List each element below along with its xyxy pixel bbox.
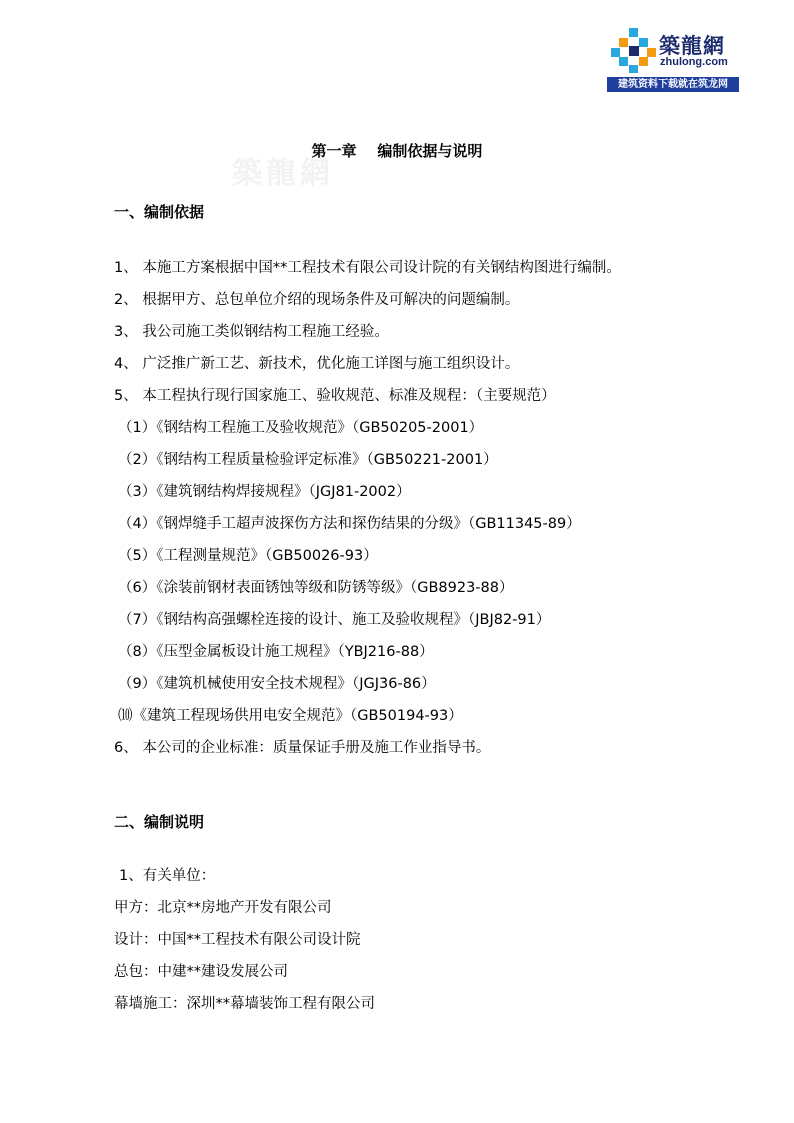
unit-line: 设计：中国**工程技术有限公司设计院: [114, 932, 361, 948]
section2-heading: 二、编制说明: [114, 813, 205, 831]
section1-heading: 一、编制依据: [114, 203, 205, 221]
standard-item: （3）《建筑钢结构焊接规程》（JGJ81-2002）: [118, 484, 411, 500]
logo-banner: 建筑资料下载就在筑龙网: [607, 77, 739, 92]
list-item: 1、 本施工方案根据中国**工程技术有限公司设计院的有关钢结构图进行编制。: [114, 260, 621, 276]
standard-item: （6）《涂装前钢材表面锈蚀等级和防锈等级》（GB8923-88）: [118, 580, 514, 596]
standard-item: （8）《压型金属板设计施工规程》（YBJ216-88）: [118, 644, 434, 660]
watermark: 築龍網: [232, 156, 334, 191]
unit-line: 甲方：北京**房地产开发有限公司: [114, 900, 332, 916]
standard-item: ⑽《建筑工程现场供用电安全规范》（GB50194-93）: [118, 708, 463, 724]
zhulong-logo: [605, 22, 741, 94]
list-item: 4、 广泛推广新工艺、新技术，优化施工详图与施工组织设计。: [114, 356, 520, 372]
list-item: 3、 我公司施工类似钢结构工程施工经验。: [114, 324, 389, 340]
standard-item: （2）《钢结构工程质量检验评定标准》（GB50221-2001）: [118, 452, 498, 468]
standard-item: （4）《钢焊缝手工超声波探伤方法和探伤结果的分级》（GB11345-89）: [118, 516, 581, 532]
page-title: 第一章 编制依据与说明: [311, 142, 483, 160]
list-item: 6、 本公司的企业标准：质量保证手册及施工作业指导书。: [114, 740, 491, 756]
subheading: 1、有关单位：: [119, 868, 216, 884]
unit-line: 幕墙施工：深圳**幕墙装饰工程有限公司: [114, 996, 375, 1012]
unit-line: 总包：中建**建设发展公司: [114, 964, 288, 980]
standard-item: （7）《钢结构高强螺栓连接的设计、施工及验收规程》（JBJ82-91）: [118, 612, 551, 628]
list-item: 2、 根据甲方、总包单位介绍的现场条件及可解决的问题编制。: [114, 292, 520, 308]
list-item: 5、 本工程执行现行国家施工、验收规范、标准及规程：（主要规范）: [114, 388, 556, 404]
logo-name: 築龍網: [659, 34, 725, 58]
zhulong-diamond-icon: [609, 26, 657, 74]
logo-domain: zhulong.com: [660, 56, 728, 68]
standard-item: （9）《建筑机械使用安全技术规程》（JGJ36-86）: [118, 676, 436, 692]
standard-item: （5）《工程测量规范》（GB50026-93）: [118, 548, 378, 564]
standard-item: （1）《钢结构工程施工及验收规范》（GB50205-2001）: [118, 420, 484, 436]
